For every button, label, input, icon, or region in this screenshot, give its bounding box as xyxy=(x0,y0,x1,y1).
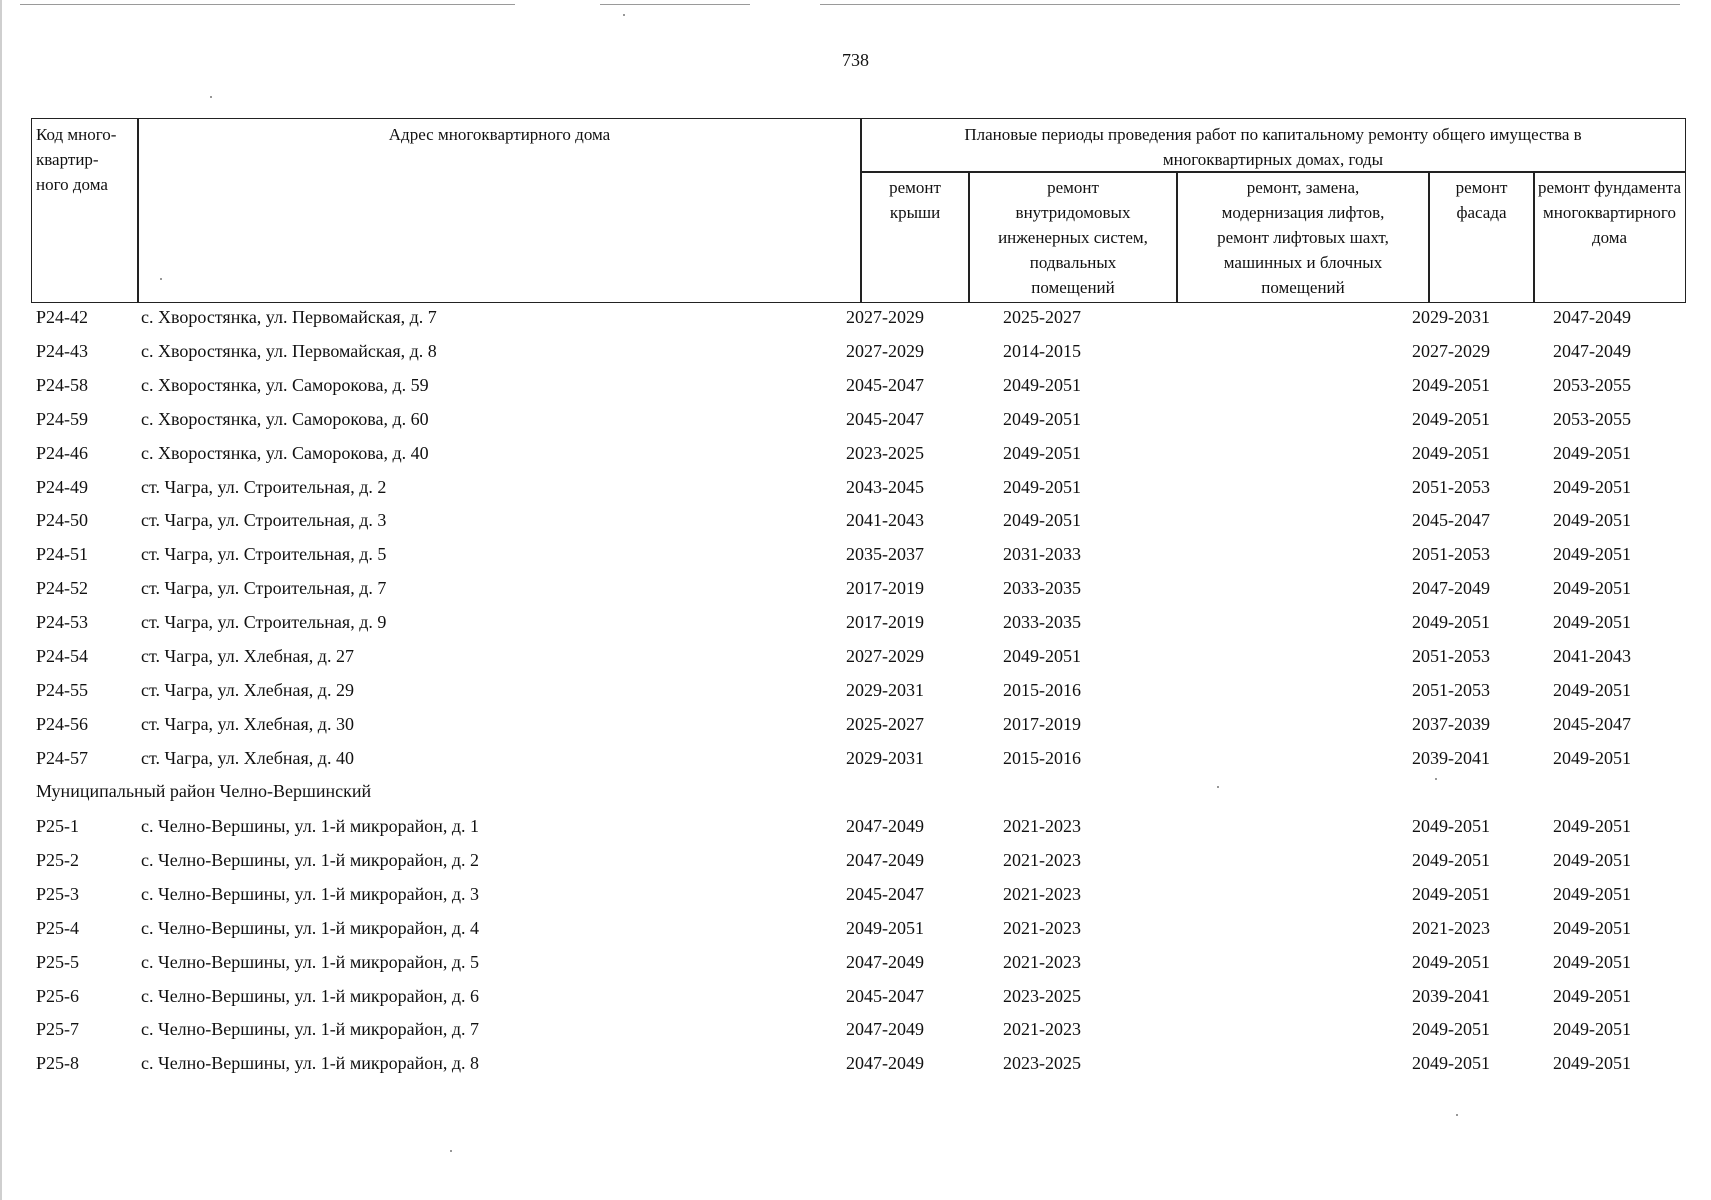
row-roof-period: 2041-2043 xyxy=(846,510,924,531)
row-engineering-period: 2021-2023 xyxy=(1003,883,1081,904)
row-roof-period: 2045-2047 xyxy=(846,408,924,429)
row-address: с. Челно-Вершины, ул. 1-й микрорайон, д. 4 xyxy=(141,917,480,938)
row-code: Р24-57 xyxy=(36,747,89,768)
row-roof-period: 2029-2031 xyxy=(846,679,924,700)
row-engineering-period: 2015-2016 xyxy=(1003,747,1081,768)
row-roof-period: 2027-2029 xyxy=(846,340,924,361)
header-divider xyxy=(968,171,970,302)
row-roof-period: 2047-2049 xyxy=(846,1019,924,1040)
row-address: ст. Чагра, ул. Строительная, д. 3 xyxy=(141,510,387,531)
row-foundation-period: 2049-2051 xyxy=(1553,1053,1631,1074)
row-foundation-period: 2049-2051 xyxy=(1553,679,1631,700)
row-foundation-period: 2049-2051 xyxy=(1553,951,1631,972)
row-roof-period: 2047-2049 xyxy=(846,951,924,972)
table-row xyxy=(0,675,1711,705)
row-facade-period: 2049-2051 xyxy=(1412,442,1490,463)
row-address: с. Хворостянка, ул. Саморокова, д. 60 xyxy=(141,408,429,429)
row-code: Р25-3 xyxy=(36,883,80,904)
row-engineering-period: 2049-2051 xyxy=(1003,476,1081,497)
row-code: Р24-52 xyxy=(36,578,89,599)
row-facade-period: 2021-2023 xyxy=(1412,917,1490,938)
row-foundation-period: 2047-2049 xyxy=(1553,340,1631,361)
table-row xyxy=(0,302,1711,332)
row-code: Р24-43 xyxy=(36,340,89,361)
row-address: с. Хворостянка, ул. Первомайская, д. 8 xyxy=(141,340,437,361)
row-address: с. Хворостянка, ул. Первомайская, д. 7 xyxy=(141,307,437,327)
table-row xyxy=(0,981,1711,1011)
row-facade-period: 2049-2051 xyxy=(1412,408,1490,429)
row-code: Р24-59 xyxy=(36,408,89,429)
row-code: Р24-54 xyxy=(36,646,89,666)
row-engineering-period: 2023-2025 xyxy=(1003,1053,1081,1074)
header-divider xyxy=(860,171,1685,173)
row-engineering-period: 2017-2019 xyxy=(1003,713,1081,734)
row-code: Р25-7 xyxy=(36,1019,80,1040)
row-roof-period: 2047-2049 xyxy=(846,849,924,870)
row-facade-period: 2051-2053 xyxy=(1412,476,1490,497)
row-foundation-period: 2053-2055 xyxy=(1553,374,1631,395)
table-row xyxy=(0,879,1711,909)
row-engineering-period: 2021-2023 xyxy=(1003,1019,1081,1040)
row-roof-period: 2035-2037 xyxy=(846,544,924,565)
row-code: Р24-46 xyxy=(36,442,89,463)
row-foundation-period: 2049-2051 xyxy=(1553,816,1631,836)
table-row xyxy=(0,607,1711,637)
row-facade-period: 2039-2041 xyxy=(1412,985,1490,1006)
row-engineering-period: 2049-2051 xyxy=(1003,442,1081,463)
row-engineering-period: 2031-2033 xyxy=(1003,544,1081,565)
header-roof: ремонт крыши xyxy=(889,178,941,222)
scan-speck xyxy=(1456,1114,1458,1116)
row-foundation-period: 2049-2051 xyxy=(1553,544,1631,565)
table-row xyxy=(0,743,1711,773)
row-code: Р25-8 xyxy=(36,1053,80,1074)
row-roof-period: 2047-2049 xyxy=(846,1053,924,1074)
row-engineering-period: 2023-2025 xyxy=(1003,985,1081,1006)
row-foundation-period: 2045-2047 xyxy=(1553,713,1631,734)
row-engineering-period: 2049-2051 xyxy=(1003,408,1081,429)
row-facade-period: 2027-2029 xyxy=(1412,340,1490,361)
row-facade-period: 2049-2051 xyxy=(1412,374,1490,395)
scan-line xyxy=(20,4,515,5)
row-code: Р24-51 xyxy=(36,544,89,565)
row-engineering-period: 2049-2051 xyxy=(1003,510,1081,531)
row-facade-period: 2029-2031 xyxy=(1412,307,1490,327)
row-facade-period: 2049-2051 xyxy=(1412,816,1490,836)
row-roof-period: 2027-2029 xyxy=(846,307,924,327)
header-foundation: ремонт фундамента многоквартирного дома xyxy=(1537,178,1682,247)
row-roof-period: 2027-2029 xyxy=(846,646,924,666)
table-row xyxy=(0,438,1711,468)
row-engineering-period: 2033-2035 xyxy=(1003,612,1081,633)
row-address: ст. Чагра, ул. Хлебная, д. 29 xyxy=(141,679,354,700)
header-code: Код много- квартир- ного дома xyxy=(36,125,117,194)
scan-line xyxy=(600,4,750,5)
row-foundation-period: 2049-2051 xyxy=(1553,578,1631,599)
row-address: ст. Чагра, ул. Хлебная, д. 27 xyxy=(141,646,354,666)
row-code: Р24-53 xyxy=(36,612,89,633)
header-engineering: ремонт внутридомовых инженерных систем, подвальных помещений xyxy=(998,178,1148,297)
row-code: Р25-4 xyxy=(36,917,80,938)
row-roof-period: 2023-2025 xyxy=(846,442,924,463)
section-title: Муниципальный район Челно-Вершинский xyxy=(36,781,372,801)
row-code: Р25-5 xyxy=(36,951,80,972)
row-foundation-period: 2047-2049 xyxy=(1553,307,1631,327)
row-address: с. Хворостянка, ул. Саморокова, д. 59 xyxy=(141,374,429,395)
row-facade-period: 2049-2051 xyxy=(1412,951,1490,972)
scan-speck xyxy=(623,14,625,16)
row-address: ст. Чагра, ул. Хлебная, д. 30 xyxy=(141,713,354,734)
table-row xyxy=(0,404,1711,434)
row-address: ст. Чагра, ул. Хлебная, д. 40 xyxy=(141,747,354,768)
row-facade-period: 2047-2049 xyxy=(1412,578,1490,599)
header-facade: ремонт фасада xyxy=(1455,178,1508,222)
row-roof-period: 2043-2045 xyxy=(846,476,924,497)
scan-speck xyxy=(210,96,212,98)
row-facade-period: 2051-2053 xyxy=(1412,646,1490,666)
row-address: с. Челно-Вершины, ул. 1-й микрорайон, д. 1 xyxy=(141,816,480,836)
row-code: Р25-6 xyxy=(36,985,80,1006)
row-address: ст. Чагра, ул. Строительная, д. 2 xyxy=(141,476,387,497)
header-divider xyxy=(1176,171,1178,302)
row-code: Р24-58 xyxy=(36,374,89,395)
header-divider xyxy=(1428,171,1430,302)
table-row xyxy=(0,472,1711,502)
row-foundation-period: 2041-2043 xyxy=(1553,646,1631,666)
table-row xyxy=(0,811,1711,841)
header-address: Адрес многоквартирного дома xyxy=(388,125,611,144)
table-row xyxy=(0,573,1711,603)
table-header xyxy=(31,118,1686,303)
row-foundation-period: 2049-2051 xyxy=(1553,985,1631,1006)
table-row xyxy=(0,539,1711,569)
row-foundation-period: 2049-2051 xyxy=(1553,442,1631,463)
header-elevators: ремонт, замена, модернизация лифтов, ремонт лифтовых шахт, машинных и блочных помещений xyxy=(1217,178,1389,297)
row-roof-period: 2049-2051 xyxy=(846,917,924,938)
row-address: с. Челно-Вершины, ул. 1-й микрорайон, д. 7 xyxy=(141,1019,480,1040)
row-facade-period: 2049-2051 xyxy=(1412,1053,1490,1074)
row-code: Р25-2 xyxy=(36,849,80,870)
row-code: Р24-49 xyxy=(36,476,89,497)
table-row xyxy=(0,505,1711,535)
row-foundation-period: 2049-2051 xyxy=(1553,747,1631,768)
scan-speck xyxy=(160,278,162,280)
row-engineering-period: 2025-2027 xyxy=(1003,307,1081,327)
row-address: с. Челно-Вершины, ул. 1-й микрорайон, д. 6 xyxy=(141,985,480,1006)
row-facade-period: 2051-2053 xyxy=(1412,544,1490,565)
row-foundation-period: 2049-2051 xyxy=(1553,917,1631,938)
header-divider xyxy=(1533,171,1535,302)
row-foundation-period: 2049-2051 xyxy=(1553,476,1631,497)
row-engineering-period: 2021-2023 xyxy=(1003,816,1081,836)
row-roof-period: 2025-2027 xyxy=(846,713,924,734)
row-foundation-period: 2049-2051 xyxy=(1553,849,1631,870)
row-engineering-period: 2021-2023 xyxy=(1003,849,1081,870)
row-facade-period: 2051-2053 xyxy=(1412,679,1490,700)
table-row xyxy=(0,1014,1711,1044)
row-roof-period: 2045-2047 xyxy=(846,374,924,395)
row-facade-period: 2049-2051 xyxy=(1412,883,1490,904)
row-address: с. Челно-Вершины, ул. 1-й микрорайон, д. 8 xyxy=(141,1053,480,1074)
page-number: 738 xyxy=(842,50,869,70)
row-code: Р24-42 xyxy=(36,307,89,327)
row-code: Р24-50 xyxy=(36,510,89,531)
scan-line xyxy=(820,4,1680,5)
row-roof-period: 2045-2047 xyxy=(846,883,924,904)
row-address: с. Челно-Вершины, ул. 1-й микрорайон, д. 5 xyxy=(141,951,480,972)
header-periods: Плановые периоды проведения работ по капитальному ремонту общего имущества в многоквартирных домах, годы xyxy=(964,125,1582,169)
header-divider xyxy=(137,119,139,302)
row-roof-period: 2017-2019 xyxy=(846,578,924,599)
table-row xyxy=(0,370,1711,400)
row-code: Р25-1 xyxy=(36,816,80,836)
row-foundation-period: 2049-2051 xyxy=(1553,612,1631,633)
row-facade-period: 2037-2039 xyxy=(1412,713,1490,734)
row-facade-period: 2045-2047 xyxy=(1412,510,1490,531)
row-address: с. Челно-Вершины, ул. 1-й микрорайон, д. 3 xyxy=(141,883,480,904)
scan-speck xyxy=(1217,786,1219,788)
table-row xyxy=(0,947,1711,977)
table-row xyxy=(0,845,1711,875)
row-engineering-period: 2015-2016 xyxy=(1003,679,1081,700)
row-engineering-period: 2021-2023 xyxy=(1003,951,1081,972)
row-foundation-period: 2053-2055 xyxy=(1553,408,1631,429)
table-row xyxy=(0,1048,1711,1078)
row-code: Р24-56 xyxy=(36,713,89,734)
row-engineering-period: 2049-2051 xyxy=(1003,374,1081,395)
row-code: Р24-55 xyxy=(36,679,89,700)
row-roof-period: 2029-2031 xyxy=(846,747,924,768)
row-engineering-period: 2014-2015 xyxy=(1003,340,1081,361)
row-foundation-period: 2049-2051 xyxy=(1553,1019,1631,1040)
row-roof-period: 2017-2019 xyxy=(846,612,924,633)
row-engineering-period: 2033-2035 xyxy=(1003,578,1081,599)
row-facade-period: 2049-2051 xyxy=(1412,612,1490,633)
row-address: с. Челно-Вершины, ул. 1-й микрорайон, д. 2 xyxy=(141,849,480,870)
row-address: с. Хворостянка, ул. Саморокова, д. 40 xyxy=(141,442,429,463)
scan-speck xyxy=(450,1150,452,1152)
row-roof-period: 2047-2049 xyxy=(846,816,924,836)
row-address: ст. Чагра, ул. Строительная, д. 7 xyxy=(141,578,387,599)
row-engineering-period: 2049-2051 xyxy=(1003,646,1081,666)
table-row xyxy=(0,641,1711,671)
row-facade-period: 2049-2051 xyxy=(1412,1019,1490,1040)
row-address: ст. Чагра, ул. Строительная, д. 9 xyxy=(141,612,387,633)
row-engineering-period: 2021-2023 xyxy=(1003,917,1081,938)
row-facade-period: 2049-2051 xyxy=(1412,849,1490,870)
row-foundation-period: 2049-2051 xyxy=(1553,883,1631,904)
scan-speck xyxy=(1435,778,1437,780)
row-facade-period: 2039-2041 xyxy=(1412,747,1490,768)
table-row xyxy=(0,709,1711,739)
row-foundation-period: 2049-2051 xyxy=(1553,510,1631,531)
table-row xyxy=(0,913,1711,943)
row-address: ст. Чагра, ул. Строительная, д. 5 xyxy=(141,544,387,565)
header-divider xyxy=(860,119,862,302)
row-roof-period: 2045-2047 xyxy=(846,985,924,1006)
table-row xyxy=(0,336,1711,366)
